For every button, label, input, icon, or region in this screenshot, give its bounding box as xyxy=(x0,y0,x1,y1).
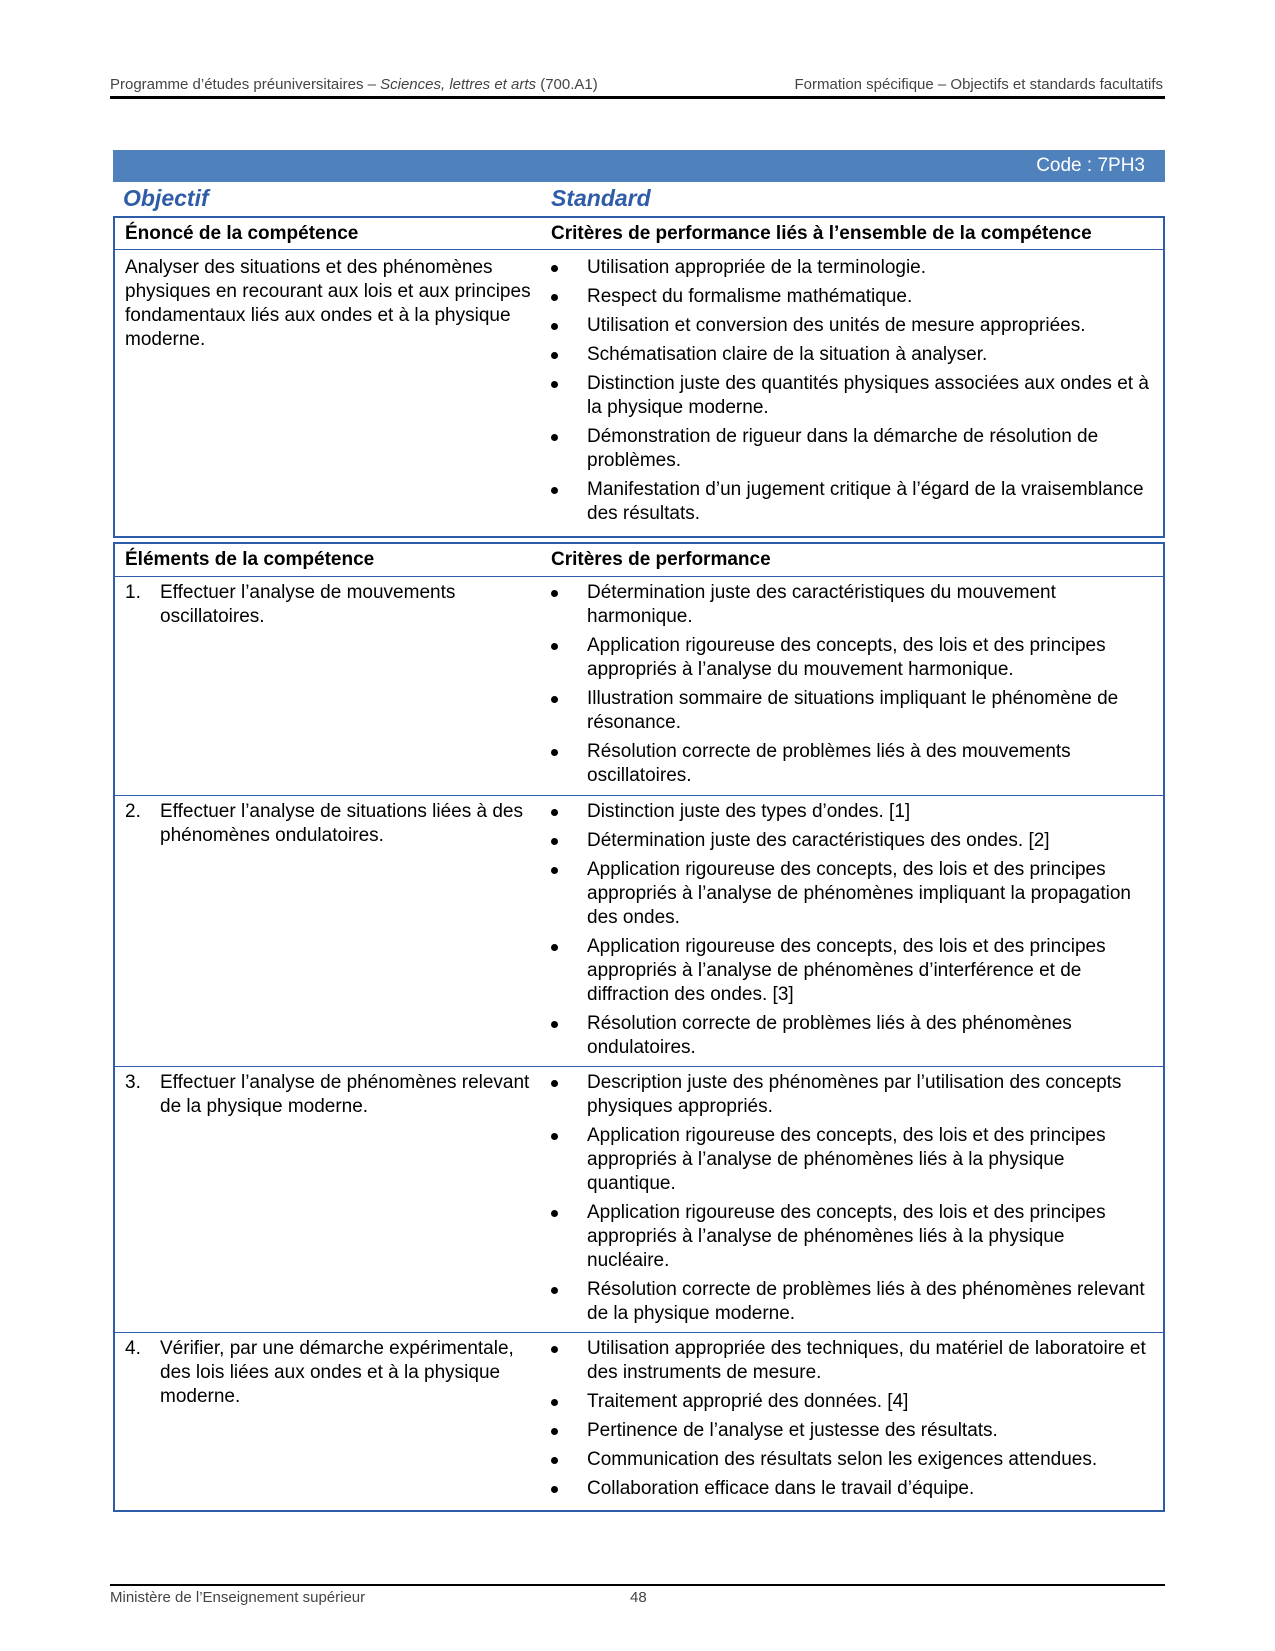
list-item: Utilisation appropriée des techniques, du matériel de laboratoire et des instruments de mesure. xyxy=(551,1337,1151,1385)
competence-table-header xyxy=(115,218,1163,250)
page-footer xyxy=(110,1589,650,1606)
element-text: 3. Effectuer l’analyse de phénomènes relevant de la physique moderne. xyxy=(125,1072,530,1117)
elements-heading: Éléments de la compétence xyxy=(125,549,375,570)
list-item: Application rigoureuse des concepts, des lois et des principes appropriés à l’analyse de phénomènes liés à la physique quantique. xyxy=(551,1124,1151,1196)
list-item: Détermination juste des caractéristiques des ondes. [2] xyxy=(551,829,1151,853)
list-item: Application rigoureuse des concepts, des lois et des principes appropriés à l’analyse du mouvement harmonique. xyxy=(551,634,1151,682)
bullet-icon xyxy=(551,1210,558,1217)
bullet-icon xyxy=(551,1457,558,1464)
list-item: Application rigoureuse des concepts, des lois et des principes appropriés à l’analyse de phénomènes d’interférence et de diffraction des ondes. [3] xyxy=(551,935,1151,1007)
element-number: 4. xyxy=(125,1338,141,1359)
bullet-icon xyxy=(551,867,558,874)
bullet-icon xyxy=(551,1428,558,1435)
code-bar xyxy=(113,150,1165,182)
bullet-icon xyxy=(551,1346,558,1353)
element-criteria-list xyxy=(551,1337,1151,1506)
element-number: 1. xyxy=(125,582,141,603)
bullet-icon xyxy=(551,294,558,301)
bullet-icon xyxy=(551,944,558,951)
standard-heading: Standard xyxy=(551,185,651,211)
competence-table xyxy=(113,216,1165,538)
code-label: Code : 7PH3 xyxy=(1036,155,1145,176)
list-item: Détermination juste des caractéristiques du mouvement harmonique. xyxy=(551,581,1151,629)
bullet-icon xyxy=(551,809,558,816)
enonce-heading: Énoncé de la compétence xyxy=(125,223,359,244)
competence-statement: Analyser des situations et des phénomènes physiques en recourant aux lois et aux principes fondamentaux liés aux ondes et à la physique moderne. xyxy=(125,257,531,350)
element-text: 1. Effectuer l’analyse de mouvements oscillatoires. xyxy=(125,582,456,627)
bullet-icon xyxy=(551,265,558,272)
page-header xyxy=(110,76,1163,93)
bullet-icon xyxy=(551,381,558,388)
bullet-icon xyxy=(551,323,558,330)
table-row xyxy=(115,1333,1163,1506)
table-row xyxy=(115,796,1163,1067)
table-row xyxy=(115,1067,1163,1333)
list-item: Manifestation d’un jugement critique à l’égard de la vraisemblance des résultats. xyxy=(551,478,1151,526)
list-item: Résolution correcte de problèmes liés à des phénomènes relevant de la physique moderne. xyxy=(551,1278,1151,1326)
element-criteria-list xyxy=(551,1071,1151,1331)
bullet-icon xyxy=(551,749,558,756)
table-row xyxy=(115,577,1163,796)
header-program: Programme d’études préuniversitaires – Sciences, lettres et arts (700.A1) xyxy=(110,76,598,93)
performance-heading: Critères de performance xyxy=(551,549,771,570)
bullet-icon xyxy=(551,1080,558,1087)
element-text: 2. Effectuer l’analyse de situations liées à des phénomènes ondulatoires. xyxy=(125,801,523,846)
element-criteria-list xyxy=(551,581,1151,793)
element-number: 3. xyxy=(125,1072,141,1093)
elements-table xyxy=(113,542,1165,1512)
footer-rule xyxy=(110,1584,1165,1586)
competence-criteria-list xyxy=(551,256,1151,531)
list-item: Utilisation appropriée de la terminologie. xyxy=(551,256,1151,280)
elements-table-header xyxy=(115,544,1163,577)
list-item: Distinction juste des types d’ondes. [1] xyxy=(551,800,1151,824)
list-item: Résolution correcte de problèmes liés à des mouvements oscillatoires. xyxy=(551,740,1151,788)
list-item: Pertinence de l’analyse et justesse des résultats. xyxy=(551,1419,1151,1443)
bullet-icon xyxy=(551,696,558,703)
objectif-heading: Objectif xyxy=(123,185,209,211)
list-item: Distinction juste des quantités physiques associées aux ondes et à la physique moderne. xyxy=(551,372,1151,420)
list-item: Application rigoureuse des concepts, des lois et des principes appropriés à l’analyse de phénomènes liés à la physique nucléaire. xyxy=(551,1201,1151,1273)
page-number: 48 xyxy=(630,1589,647,1606)
bullet-icon xyxy=(551,487,558,494)
bullet-icon xyxy=(551,1021,558,1028)
element-criteria-list xyxy=(551,800,1151,1065)
header-section: Formation spécifique – Objectifs et standards facultatifs xyxy=(794,76,1163,93)
list-item: Utilisation et conversion des unités de mesure appropriées. xyxy=(551,314,1151,338)
list-item: Traitement approprié des données. [4] xyxy=(551,1390,1151,1414)
list-item: Schématisation claire de la situation à analyser. xyxy=(551,343,1151,367)
list-item: Collaboration efficace dans le travail d’équipe. xyxy=(551,1477,1151,1501)
criteria-heading: Critères de performance liés à l’ensemble de la compétence xyxy=(551,223,1092,244)
bullet-icon xyxy=(551,352,558,359)
bullet-icon xyxy=(551,1133,558,1140)
bullet-icon xyxy=(551,434,558,441)
bullet-icon xyxy=(551,1399,558,1406)
list-item: Résolution correcte de problèmes liés à des phénomènes ondulatoires. xyxy=(551,1012,1151,1060)
footer-ministry: Ministère de l’Enseignement supérieur xyxy=(110,1589,366,1606)
bullet-icon xyxy=(551,1486,558,1493)
list-item: Illustration sommaire de situations impliquant le phénomène de résonance. xyxy=(551,687,1151,735)
list-item: Respect du formalisme mathématique. xyxy=(551,285,1151,309)
list-item: Description juste des phénomènes par l’utilisation des concepts physiques appropriés. xyxy=(551,1071,1151,1119)
column-headings xyxy=(113,183,1165,215)
list-item: Communication des résultats selon les exigences attendues. xyxy=(551,1448,1151,1472)
bullet-icon xyxy=(551,590,558,597)
list-item: Démonstration de rigueur dans la démarche de résolution de problèmes. xyxy=(551,425,1151,473)
bullet-icon xyxy=(551,643,558,650)
list-item: Application rigoureuse des concepts, des lois et des principes appropriés à l’analyse de phénomènes impliquant la propagation des ondes. xyxy=(551,858,1151,930)
element-number: 2. xyxy=(125,801,141,822)
bullet-icon xyxy=(551,838,558,845)
element-text: 4. Vérifier, par une démarche expérimentale, des lois liées aux ondes et à la physique moderne. xyxy=(125,1338,514,1407)
header-rule xyxy=(110,96,1165,99)
bullet-icon xyxy=(551,1287,558,1294)
